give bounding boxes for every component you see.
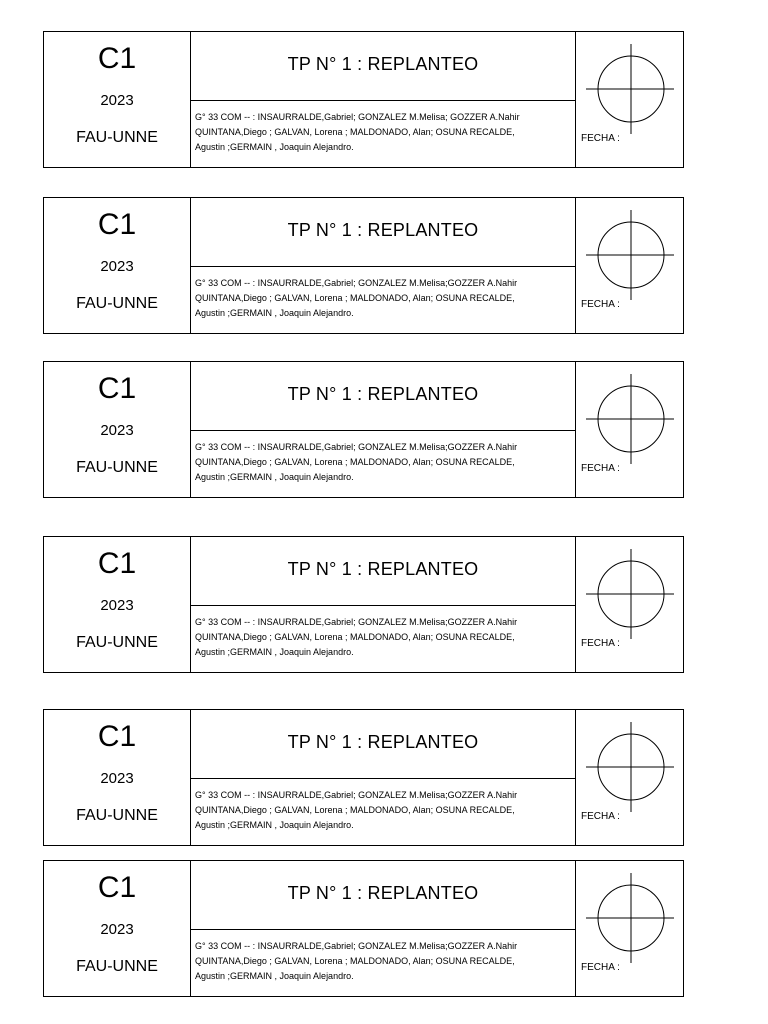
date-label: FECHA : (581, 638, 620, 649)
document-page (0, 42, 768, 981)
members-line: Agustin ;GERMAIN , Joaquin Alejandro. (195, 308, 354, 318)
title-cell (191, 861, 575, 930)
title-cell (191, 537, 575, 606)
group-members (195, 615, 573, 660)
crosshair-target-icon (586, 722, 674, 812)
institution-name: FAU-UNNE (76, 459, 158, 476)
title-block-right-column (576, 861, 683, 996)
title-block (43, 31, 684, 168)
date-label: FECHA : (581, 962, 620, 973)
title-block-left-column (44, 710, 191, 845)
course-year: 2023 (100, 92, 134, 109)
title-block (43, 709, 684, 846)
assignment-title: TP N° 1 : REPLANTEO (287, 220, 479, 240)
members-line: QUINTANA,Diego ; GALVAN, Lorena ; MALDONADO, Alan; OSUNA RECALDE, (195, 632, 515, 642)
group-members (195, 939, 573, 984)
title-block-right-column (576, 198, 683, 333)
crosshair-target-icon (586, 549, 674, 639)
title-block-right-column (576, 32, 683, 167)
crosshair-target-icon (586, 873, 674, 963)
members-line: Agustin ;GERMAIN , Joaquin Alejandro. (195, 472, 354, 482)
course-code: C1 (97, 42, 137, 75)
course-year: 2023 (100, 770, 134, 787)
course-code: C1 (97, 372, 137, 405)
title-cell (191, 198, 575, 267)
title-block (43, 536, 684, 673)
course-year: 2023 (100, 422, 134, 439)
title-block-right-column (576, 710, 683, 845)
institution-name: FAU-UNNE (76, 129, 158, 146)
title-block-middle-column (191, 362, 576, 497)
crosshair-target-icon (586, 210, 674, 300)
title-block-left-column (44, 362, 191, 497)
members-line: G° 33 COM -- : INSAURRALDE,Gabriel; GONZALEZ M.Melisa;GOZZER A.Nahir (195, 617, 518, 627)
title-block (43, 860, 684, 997)
members-line: QUINTANA,Diego ; GALVAN, Lorena ; MALDONADO, Alan; OSUNA RECALDE, (195, 457, 515, 467)
title-cell (191, 362, 575, 431)
members-line: G° 33 COM -- : INSAURRALDE,Gabriel; GONZALEZ M.Melisa; GOZZER A.Nahir (195, 112, 520, 122)
title-block-middle-column (191, 537, 576, 672)
group-members (195, 788, 573, 833)
members-line: Agustin ;GERMAIN , Joaquin Alejandro. (195, 820, 354, 830)
assignment-title: TP N° 1 : REPLANTEO (287, 883, 479, 903)
group-members (195, 276, 573, 321)
crosshair-target-icon (586, 44, 674, 134)
course-code: C1 (97, 547, 137, 580)
crosshair-target-icon (586, 374, 674, 464)
members-line: Agustin ;GERMAIN , Joaquin Alejandro. (195, 647, 354, 657)
title-block-middle-column (191, 32, 576, 167)
title-block (43, 197, 684, 334)
title-block-right-column (576, 537, 683, 672)
assignment-title: TP N° 1 : REPLANTEO (287, 732, 479, 752)
members-line: QUINTANA,Diego ; GALVAN, Lorena ; MALDONADO, Alan; OSUNA RECALDE, (195, 805, 515, 815)
title-cell (191, 710, 575, 779)
members-line: Agustin ;GERMAIN , Joaquin Alejandro. (195, 971, 354, 981)
members-line: QUINTANA,Diego ; GALVAN, Lorena ; MALDONADO, Alan; OSUNA RECALDE, (195, 293, 515, 303)
institution-name: FAU-UNNE (76, 958, 158, 975)
title-block-middle-column (191, 710, 576, 845)
members-line: QUINTANA,Diego ; GALVAN, Lorena ; MALDONADO, Alan; OSUNA RECALDE, (195, 956, 515, 966)
title-block-left-column (44, 861, 191, 996)
group-members (195, 110, 573, 155)
members-line: G° 33 COM -- : INSAURRALDE,Gabriel; GONZALEZ M.Melisa;GOZZER A.Nahir (195, 278, 518, 288)
date-label: FECHA : (581, 811, 620, 822)
title-block-left-column (44, 198, 191, 333)
members-line: G° 33 COM -- : INSAURRALDE,Gabriel; GONZALEZ M.Melisa;GOZZER A.Nahir (195, 442, 518, 452)
title-block-left-column (44, 32, 191, 167)
course-code: C1 (97, 208, 137, 241)
title-block-left-column (44, 537, 191, 672)
title-block-middle-column (191, 861, 576, 996)
course-code: C1 (97, 871, 137, 904)
title-block-right-column (576, 362, 683, 497)
members-line: Agustin ;GERMAIN , Joaquin Alejandro. (195, 142, 354, 152)
title-block (43, 361, 684, 498)
members-line: QUINTANA,Diego ; GALVAN, Lorena ; MALDONADO, Alan; OSUNA RECALDE, (195, 127, 515, 137)
date-label: FECHA : (581, 133, 620, 144)
date-label: FECHA : (581, 463, 620, 474)
assignment-title: TP N° 1 : REPLANTEO (287, 384, 479, 404)
assignment-title: TP N° 1 : REPLANTEO (287, 54, 479, 74)
title-block-middle-column (191, 198, 576, 333)
course-year: 2023 (100, 258, 134, 275)
members-line: G° 33 COM -- : INSAURRALDE,Gabriel; GONZALEZ M.Melisa;GOZZER A.Nahir (195, 790, 518, 800)
institution-name: FAU-UNNE (76, 634, 158, 651)
members-line: G° 33 COM -- : INSAURRALDE,Gabriel; GONZALEZ M.Melisa;GOZZER A.Nahir (195, 941, 518, 951)
institution-name: FAU-UNNE (76, 807, 158, 824)
course-year: 2023 (100, 597, 134, 614)
date-label: FECHA : (581, 299, 620, 310)
assignment-title: TP N° 1 : REPLANTEO (287, 559, 479, 579)
course-year: 2023 (100, 921, 134, 938)
institution-name: FAU-UNNE (76, 295, 158, 312)
title-cell (191, 32, 575, 101)
course-code: C1 (97, 720, 137, 753)
group-members (195, 440, 573, 485)
